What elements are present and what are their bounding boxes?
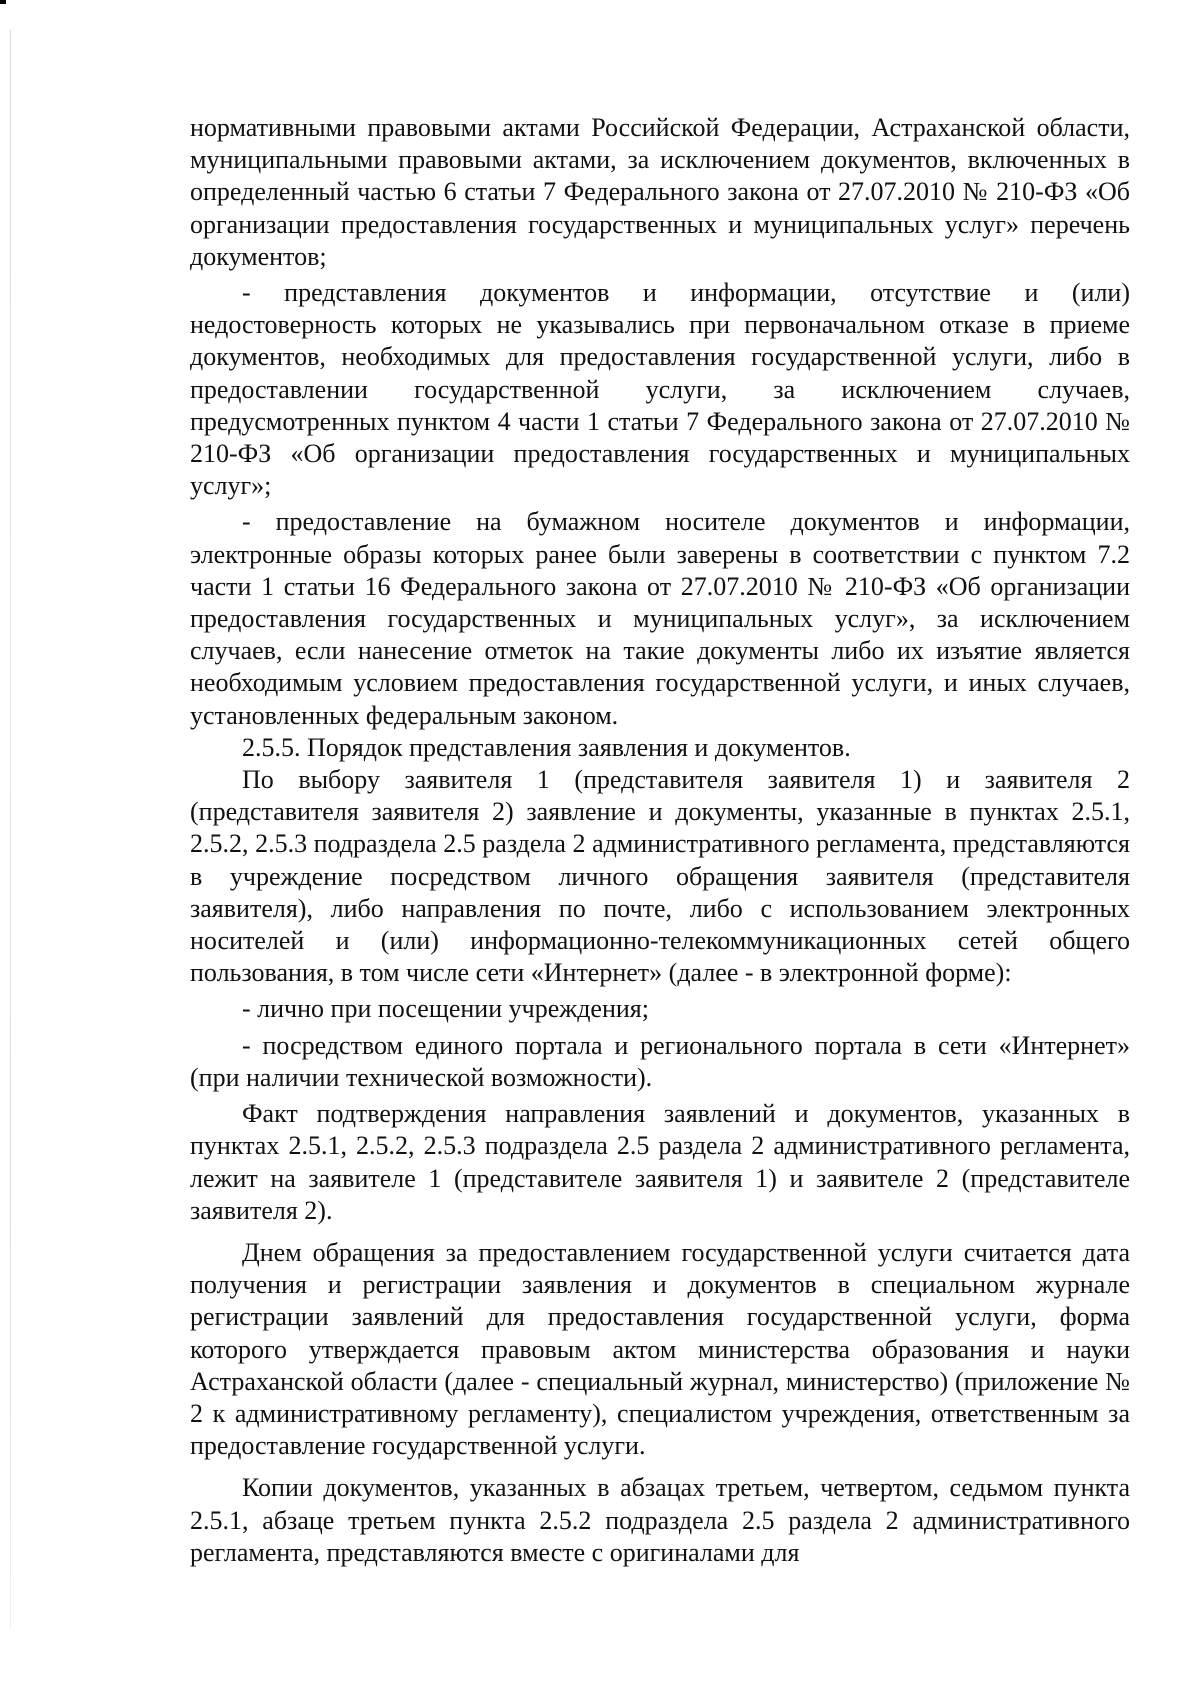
paragraph-list-item: - лично при посещении учреждения;: [242, 994, 649, 1024]
paragraph-list-item: - посредством единого портала и регионального портала в сети «Интернет» (при наличии технической возможности).: [190, 1030, 1130, 1092]
paragraph-continuation: нормативными правовыми актами Российской Федерации, Астраханской области, муниципальными правовыми актами, за исключением документов, включенных в определенный частью 6 статьи 7 Федерального закона от 27.07.2010 № 210-ФЗ «Об организации предоставления государственных и муниципальных услуг» перечень документов;: [190, 113, 1130, 271]
paragraph: Копии документов, указанных в абзацах третьем, четвертом, седьмом пункта 2.5.1, абзаце третьем пункта 2.5.2 подраздела 2.5 раздела 2 административного регламента, представляются вместе с оригиналами для: [190, 1473, 1130, 1567]
paragraph: Днем обращения за предоставлением государственной услуги считается дата получения и регистрации заявления и документов в специальном журнале регистрации заявлений для предоставления государственной услуги, форма которого утверждается правовым актом министерства образования и науки Астраханской области (далее - специальный журнал, министерство) (приложение № 2 к административному регламенту), специалистом учреждения, ответственным за предоставление государственной услуги.: [190, 1237, 1130, 1461]
scan-corner-mark: [0, 0, 6, 4]
paragraph-list-item: - предоставление на бумажном носителе документов и информации, электронные образы которых ранее были заверены в соответствии с пунктом 7.2 части 1 статьи 16 Федерального закона от 27.07.2010 № 210-ФЗ «Об организации предоставления государственных и муниципальных услуг», за исключением случаев, если нанесение отметок на такие документы либо их изъятие является необходимым условием предоставления государственной услуги, и иных случаев, установленных федеральным законом.: [190, 507, 1130, 730]
document-body: [190, 112, 1130, 1569]
paragraph: Факт подтверждения направления заявлений и документов, указанных в пунктах 2.5.1, 2.5.2, 2.5.3 подраздела 2.5 раздела 2 административного регламента, лежит на заявителе 1 (представителе заявителя 1) и заявителе 2 (представителе заявителя 2).: [190, 1099, 1130, 1225]
scan-edge-line: [10, 30, 11, 1630]
section-heading: 2.5.5. Порядок представления заявления и документов.: [242, 732, 851, 762]
paragraph-list-item: - представления документов и информации, отсутствие и (или) недостоверность которых не указывались при первоначальном отказе в приеме документов, необходимых для предоставления государственной услуги, либо в предоставлении государственной услуги, за исключением случаев, предусмотренных пунктом 4 части 1 статьи 7 Федерального закона от 27.07.2010 № 210-ФЗ «Об организации предоставления государственных и муниципальных услуг»;: [190, 278, 1130, 501]
paragraph: По выбору заявителя 1 (представителя заявителя 1) и заявителя 2 (представителя заявителя 2) заявление и документы, указанные в пунктах 2.5.1, 2.5.2, 2.5.3 подраздела 2.5 раздела 2 административного регламента, представляются в учреждение посредством личного обращения заявителя (представителя заявителя), либо направления по почте, либо с использованием электронных носителей и (или) информационно-телекоммуникационных сетей общего пользования, в том числе сети «Интернет» (далее - в электронной форме):: [190, 765, 1130, 988]
